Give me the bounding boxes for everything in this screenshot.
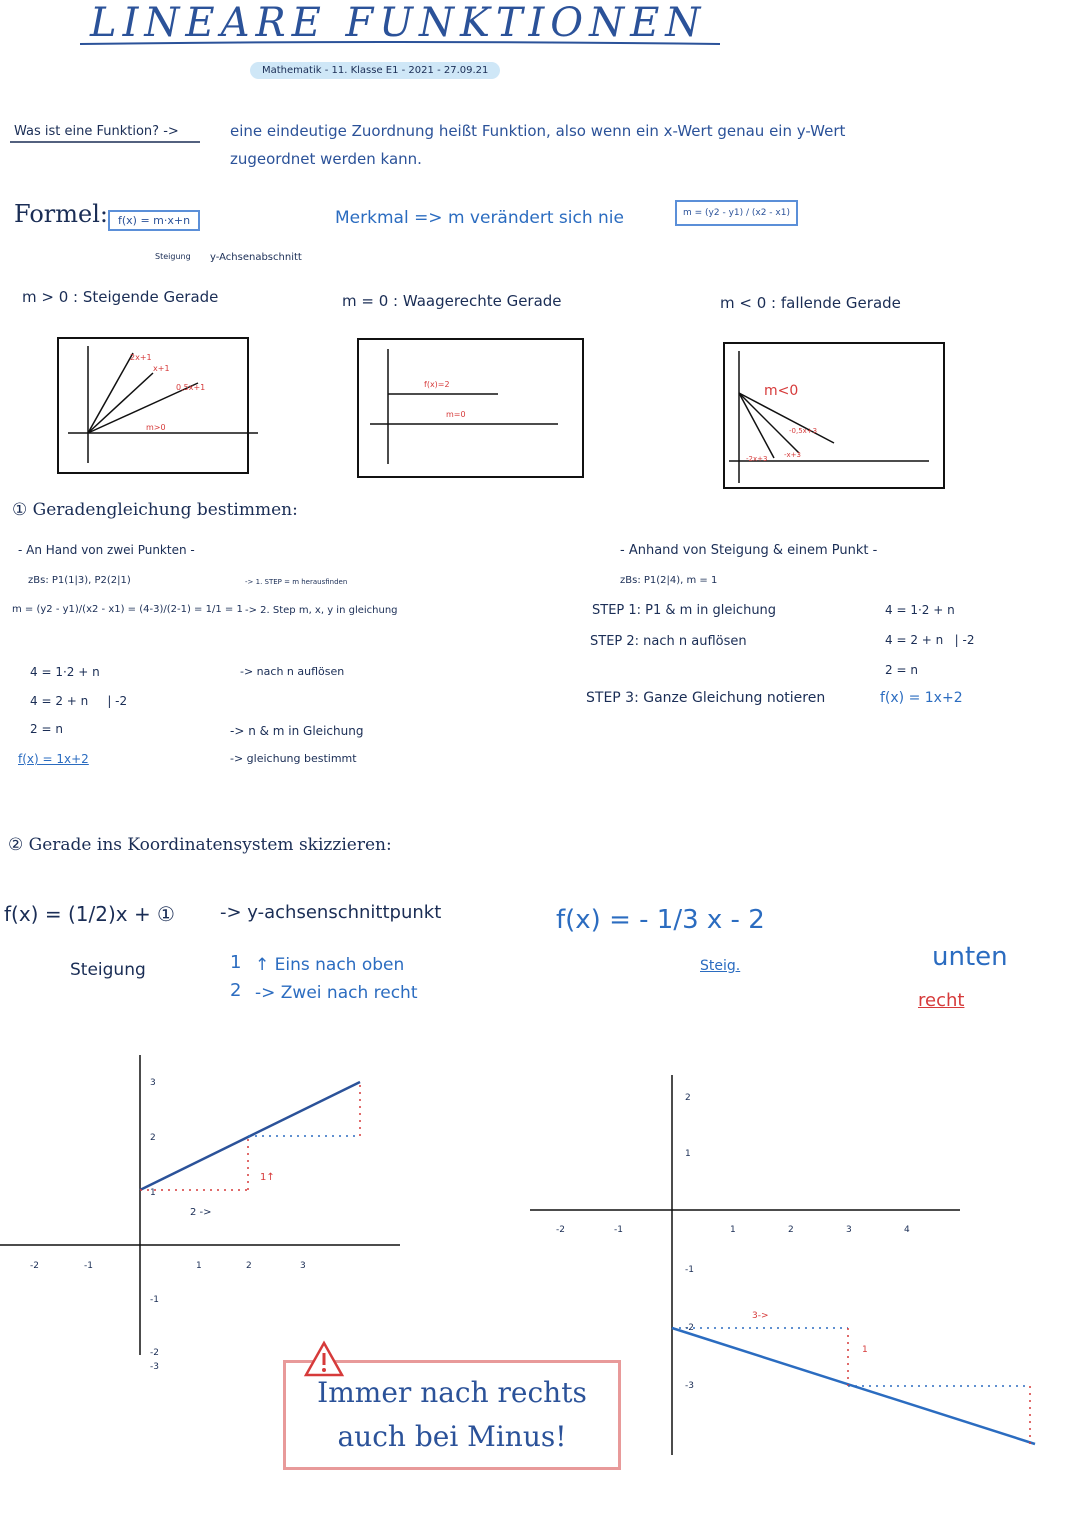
gr-ytick-3: -1: [685, 1265, 694, 1275]
gr-xtick-1: -2: [556, 1225, 565, 1235]
gr-xtick-2: -1: [614, 1225, 623, 1235]
example-points: zBs: P1(1|3), P2(2|1): [28, 575, 131, 586]
gl-ytick-3: 1: [150, 1188, 156, 1198]
g1-label-4: m>0: [146, 423, 166, 432]
calc-2: 4 = 2 + n | -2: [30, 694, 128, 708]
frac-den: 2: [230, 980, 242, 1001]
warning-line-1: Immer nach rechts: [317, 1376, 587, 1409]
step-note-1: -> 1. STEP = m herausfinden: [245, 578, 348, 586]
calc-1: 4 = 1·2 + n: [30, 665, 100, 679]
unten-text: unten: [932, 942, 1008, 972]
m-formula-box: m = (y2 - y1) / (x2 - x1): [675, 200, 798, 226]
gl-ytick-4: -1: [150, 1295, 159, 1305]
step-3: STEP 3: Ganze Gleichung notieren: [586, 690, 826, 706]
step-note-2: -> 2. Step m, x, y in gleichung: [245, 605, 398, 616]
gr-xtick-4: 2: [788, 1225, 794, 1235]
g1-label-3: 0,5x+1: [176, 383, 206, 392]
steigung-label: Steigung: [155, 252, 191, 261]
question-underline: [10, 140, 200, 144]
note-n: -> nach n auflösen: [240, 665, 345, 678]
warning-box: [283, 1360, 621, 1470]
gr-xtick-6: 4: [904, 1225, 910, 1235]
title-underline: [80, 40, 720, 50]
g1-label-2: x+1: [153, 364, 170, 373]
definition-question: Was ist eine Funktion? ->: [14, 124, 179, 139]
m-calc: m = (y2 - y1)/(x2 - x1) = (4-3)/(2-1) = 1/1 = 1: [12, 604, 243, 615]
gl-ytick-1: 3: [150, 1078, 156, 1088]
annot-up: 1↑: [260, 1172, 275, 1183]
formula-label: Formel:: [14, 200, 108, 228]
graph-zero: [358, 339, 583, 477]
gl-xtick-2: -1: [84, 1261, 93, 1271]
step-2-calc: 4 = 2 + n | -2: [885, 633, 975, 647]
page-title: LINEARE FUNKTIONEN: [90, 0, 707, 46]
step-3-res: f(x) = 1x+2: [880, 690, 963, 706]
frac-num: 1: [230, 952, 242, 973]
step-1: STEP 1: P1 & m in gleichung: [592, 603, 777, 618]
gr-ytick-2: 1: [685, 1149, 691, 1159]
y-axis-note: -> y-achsenschnittpunkt: [220, 902, 442, 923]
step-2-res: 2 = n: [885, 663, 918, 677]
g2-label-2: m=0: [446, 410, 466, 419]
gl-xtick-1: -2: [30, 1261, 39, 1271]
g3-label-3: -x+3: [784, 451, 801, 459]
calc-3: 2 = n: [30, 722, 63, 736]
achsen-label: y-Achsenabschnitt: [210, 252, 302, 263]
graph-negative: [724, 343, 944, 488]
gl-xtick-4: 2: [246, 1261, 252, 1271]
gl-ytick-5: -2: [150, 1348, 159, 1358]
g3-label-2: -0,5x+3: [789, 427, 818, 435]
graph-positive: [58, 338, 248, 473]
section1-left-heading: - An Hand von zwei Punkten -: [18, 543, 195, 557]
g1-label-1: 2x+1: [130, 353, 152, 362]
definition-answer-1: eine eindeutige Zuordnung heißt Funktion, also wenn ein x-Wert genau ein y-Wert: [230, 122, 846, 140]
gl-xtick-5: 3: [300, 1261, 306, 1271]
step-1-calc: 4 = 1·2 + n: [885, 603, 955, 617]
gr-xtick-5: 3: [846, 1225, 852, 1235]
formula-box: f(x) = m·x+n: [108, 210, 200, 231]
section1-right-heading: - Anhand von Steigung & einem Punkt -: [620, 543, 878, 558]
right-example: zBs: P1(2|4), m = 1: [620, 575, 718, 586]
steigung-note: Steigung: [70, 960, 146, 980]
warning-icon: [304, 1341, 344, 1377]
section2-heading: ② Gerade ins Koordinatensystem skizzieren:: [8, 835, 392, 855]
formula-right: f(x) = - 1/3 x - 2: [556, 905, 765, 935]
case-pos: m > 0 : Steigende Gerade: [22, 288, 219, 306]
gr-ytick-5: -3: [685, 1381, 694, 1391]
steig-label: Steig.: [700, 958, 741, 974]
annot-right: 2 ->: [190, 1207, 212, 1218]
warning-line-2: auch bei Minus!: [337, 1420, 567, 1453]
note-ins: -> n & m in Gleichung: [230, 724, 364, 738]
recht-text: recht: [918, 990, 965, 1011]
section1-heading: ① Geradengleichung bestimmen:: [12, 500, 298, 520]
gr-ytick-4: -2: [685, 1323, 694, 1333]
note-result: -> gleichung bestimmt: [230, 752, 357, 765]
subtitle-badge: Mathematik - 11. Klasse E1 - 2021 - 27.09.21: [250, 62, 500, 79]
g3-label-4: -2x+3: [746, 455, 768, 463]
gl-ytick-6: -3: [150, 1362, 159, 1372]
case-neg: m < 0 : fallende Gerade: [720, 294, 901, 312]
gl-ytick-2: 2: [150, 1133, 156, 1143]
definition-answer-2: zugeordnet werden kann.: [230, 150, 422, 168]
g2-label-1: f(x)=2: [424, 380, 450, 389]
case-zero: m = 0 : Waagerechte Gerade: [342, 292, 562, 310]
graph-left: [0, 1040, 420, 1360]
up-text: ↑ Eins nach oben: [255, 955, 405, 975]
merkmal-note: Merkmal => m verändert sich nie: [335, 208, 624, 228]
right-text: -> Zwei nach recht: [255, 983, 418, 1003]
gl-xtick-3: 1: [196, 1261, 202, 1271]
formula-left: f(x) = (1/2)x + ①: [4, 902, 175, 926]
step-2: STEP 2: nach n auflösen: [590, 634, 747, 649]
annot-right-r: 3->: [752, 1311, 769, 1321]
gr-ytick-1: 2: [685, 1093, 691, 1103]
gr-xtick-3: 1: [730, 1225, 736, 1235]
result-left: f(x) = 1x+2: [18, 752, 89, 766]
g3-label-1: m<0: [764, 383, 799, 399]
annot-down-r: 1: [862, 1345, 868, 1355]
